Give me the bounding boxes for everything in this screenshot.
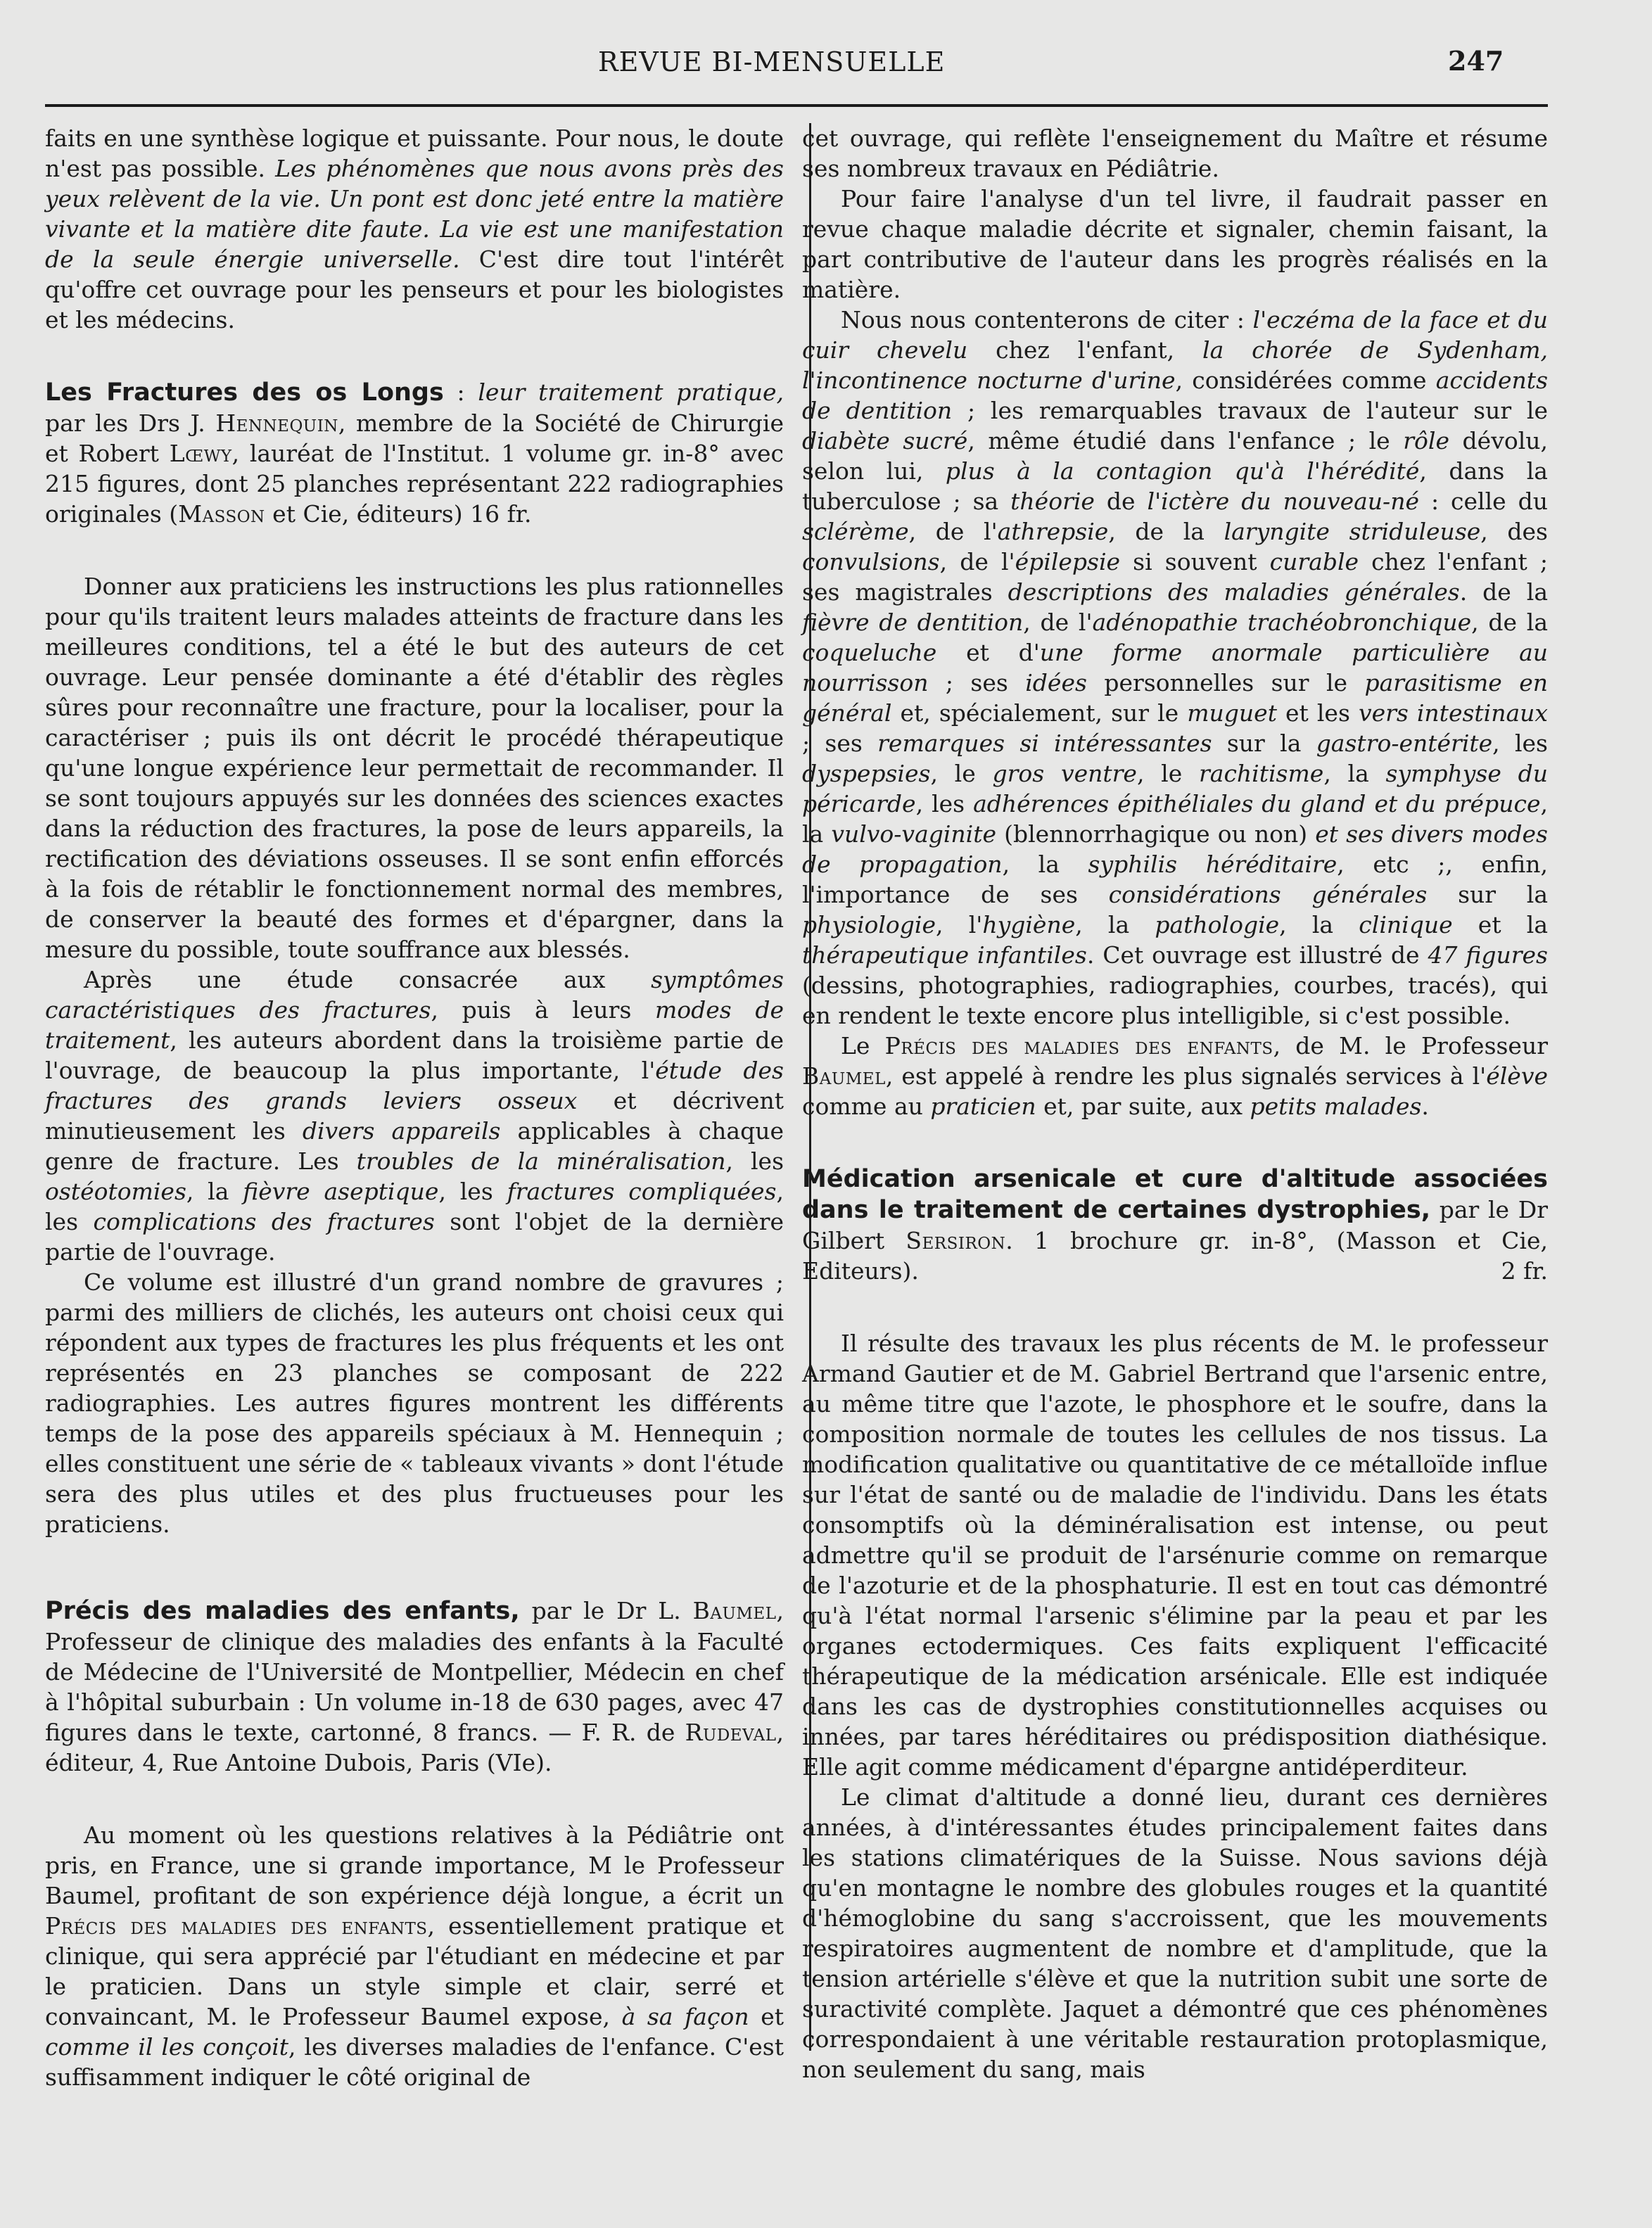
- paragraph: [45, 1820, 784, 2092]
- emphasis: athrepsie: [997, 518, 1109, 545]
- emphasis: comme il les conçoit: [45, 2033, 289, 2061]
- emphasis: rôle: [1403, 427, 1449, 454]
- emphasis: théorie: [1010, 488, 1095, 515]
- emphasis: fièvre de dentition: [802, 609, 1024, 636]
- book-title: Précis des maladies des enfants: [884, 1032, 1273, 1059]
- text: personnelles sur le: [1086, 669, 1365, 696]
- text: , la: [1323, 760, 1386, 787]
- emphasis: descriptions des maladies générales: [1008, 578, 1460, 606]
- emphasis: muguet: [1187, 699, 1277, 727]
- text: :: [443, 378, 478, 406]
- text: et Cie, éditeurs) 16 fr.: [265, 500, 532, 528]
- text: , la: [1279, 911, 1359, 938]
- emphasis: convulsions: [802, 548, 940, 575]
- price: 2 fr.: [1501, 1257, 1548, 1285]
- paragraph: [802, 305, 1548, 1031]
- emphasis: syphilis héréditaire: [1088, 851, 1338, 878]
- text: et, par suite, aux: [1036, 1093, 1250, 1120]
- page-number: 247: [1448, 45, 1504, 77]
- text: si souvent: [1120, 548, 1270, 575]
- emphasis: ostéotomies: [45, 1178, 186, 1205]
- book-notice-precis: [45, 1596, 784, 1778]
- text: , la: [1002, 851, 1088, 878]
- emphasis: rachitisme: [1199, 760, 1324, 787]
- emphasis: dyspepsies: [802, 760, 931, 787]
- emphasis: parasitisme en général: [802, 669, 1548, 727]
- text: de: [1094, 488, 1148, 515]
- running-title: REVUE BI-MENSUELLE: [598, 46, 946, 77]
- paragraph: Le climat d'altitude a donné lieu, durant ces dernières années, à d'intéressantes études principalement faites dans les stations climatériques de la Suisse. Nous savions déjà qu'en montagne le nombre des globules rouges et la quantité d'hémoglobine du sang s'accroissent, que les mouvements respiratoires augmentent de nombre et d'amplitude, que la tension artérielle s'élève et que la nutrition subit une sorte de suractivité complète. Jaquet a démontré que ces phénomènes correspondaient à une véritable restauration protoplasmique, non seulement du sang, mais: [802, 1783, 1548, 2083]
- notice-title: Médication arsenicale et cure d'altitude associées dans le traitement de certaines dystrophies,: [802, 1165, 1548, 1224]
- emphasis: élève: [1486, 1062, 1548, 1090]
- publisher-name: Masson: [178, 500, 265, 528]
- text: sur la: [1212, 730, 1316, 757]
- book-title: Précis des maladies des enfants: [45, 1912, 428, 1940]
- emphasis: laryngite striduleuse: [1224, 518, 1481, 545]
- text: , de la: [1471, 609, 1549, 636]
- text: , de l': [939, 548, 1015, 575]
- text: . 1 brochure gr. in-8°, (Masson et Cie, Editeurs).: [802, 1227, 1549, 1285]
- emphasis: divers appareils: [302, 1117, 501, 1145]
- book-notice-arsenic: [802, 1164, 1548, 1286]
- emphasis: à sa façon: [621, 2003, 749, 2030]
- emphasis: l'eczéma de la face et du cuir chevelu: [802, 306, 1549, 364]
- text: ; les remarquables travaux de l'auteur sur le: [952, 397, 1548, 424]
- text: , les auteurs abordent dans la troisième partie de l'ouvrage, de beaucoup la plus importante, l': [45, 1026, 784, 1084]
- emphasis: plus à la contagion qu'à l'hérédité: [945, 457, 1420, 485]
- text: Nous nous contenterons de citer :: [841, 306, 1253, 333]
- text: . de la: [1459, 578, 1548, 606]
- notice-title: Les Fractures des os Longs: [45, 378, 444, 407]
- text: sont l'objet de la dernière partie de l'ouvrage.: [45, 1208, 784, 1266]
- text: applicables à chaque genre de fracture. Les: [45, 1117, 784, 1175]
- notice-subtitle: leur traitement pratique,: [478, 378, 784, 406]
- emphasis: idées: [1025, 669, 1087, 696]
- text: , éditeur, 4, Rue Antoine Dubois, Paris (VIe).: [45, 1719, 784, 1776]
- text: , puis à leurs: [431, 996, 655, 1024]
- emphasis: fièvre aseptique: [243, 1178, 439, 1205]
- emphasis: 47 figures: [1428, 941, 1548, 969]
- text: et les: [1276, 699, 1359, 727]
- book-notice-fractures: [45, 377, 784, 529]
- emphasis: gastro-entérite: [1316, 730, 1493, 757]
- text: , le: [1136, 760, 1199, 787]
- left-column: [45, 123, 784, 2092]
- text: , même étudié dans l'enfance ; le: [967, 427, 1404, 454]
- text: et la: [1452, 911, 1549, 938]
- emphasis: remarques si intéressantes: [877, 730, 1212, 757]
- emphasis: la chorée de Sydenham, l'incontinence nocturne d'urine: [802, 336, 1549, 394]
- text: , la: [802, 790, 1548, 848]
- emphasis: étude des fractures des grands leviers osseux: [45, 1057, 784, 1114]
- text: et, spécialement, sur le: [891, 699, 1188, 727]
- text: , de la: [1108, 518, 1224, 545]
- text: : celle du: [1419, 488, 1549, 515]
- text: chez l'enfant ; ses magistrales: [802, 548, 1548, 606]
- text: , lauréat de l'Institut. 1 volume gr. in-8° avec 215 figures, dont 25 planches représentant 222 radiographies originales (: [45, 440, 784, 528]
- emphasis: curable: [1269, 548, 1359, 575]
- text: Au moment où les questions relatives à la Pédiâtrie ont pris, en France, une si grande importance, M le Professeur Baumel, profitant de son expérience déjà longue, a écrit un: [45, 1821, 784, 1909]
- emphasis: considérations générales: [1108, 881, 1428, 908]
- text: , etc ;, enfin, l'importance de ses: [802, 851, 1549, 908]
- text: , l': [936, 911, 983, 938]
- text: Après une étude consacrée aux: [84, 966, 652, 993]
- text: et d': [936, 639, 1040, 666]
- header-rule: [45, 104, 1548, 107]
- text: , la: [186, 1178, 243, 1205]
- text: , les: [1492, 730, 1548, 757]
- emphasis: l'ictère du nouveau-né: [1147, 488, 1419, 515]
- emphasis: vers intestinaux: [1358, 699, 1549, 727]
- text: Le: [841, 1032, 885, 1059]
- emphasis: hygiène: [982, 911, 1076, 938]
- emphasis: modes de traitement: [45, 996, 784, 1054]
- text: , le: [930, 760, 993, 787]
- paragraph: Pour faire l'analyse d'un tel livre, il faudrait passer en revue chaque maladie décrite et signaler, chemin faisant, la part contributive de l'auteur dans les progrès réalisés en la matière.: [802, 185, 1548, 303]
- emphasis: gros ventre: [992, 760, 1137, 787]
- text: et décrivent minutieusement les: [45, 1087, 784, 1145]
- text: par le Dr L.: [519, 1597, 693, 1624]
- text: , est appelé à rendre les plus signalés services à l': [885, 1062, 1487, 1090]
- text: , les: [725, 1147, 784, 1175]
- text: , de l': [1023, 609, 1093, 636]
- text: par le Dr Gilbert: [802, 1196, 1549, 1254]
- text: , de M. le Professeur: [1273, 1032, 1548, 1059]
- text: comme au: [802, 1093, 931, 1120]
- right-column: [802, 123, 1548, 2084]
- text: (blennorrhagique ou non): [996, 820, 1316, 848]
- text: ; ses: [928, 669, 1026, 696]
- paragraph: [45, 123, 784, 335]
- emphasis: clinique: [1359, 911, 1453, 938]
- text: , les: [45, 1178, 784, 1235]
- emphasis: petits malades: [1250, 1093, 1422, 1120]
- text: chez l'enfant,: [967, 336, 1203, 364]
- emphasis: symptômes caractéristiques des fractures: [45, 966, 784, 1024]
- emphasis: diabète sucré: [802, 427, 968, 454]
- paragraph: Donner aux praticiens les instructions les plus rationnelles pour qu'ils traitent leurs malades atteints de fracture dans les meilleures conditions, tel a été le but des auteurs de cet ouvrage. Leur pensée dominante a été d'établir des règles sûres pour reconnaître une fracture, pour la localiser, pour la caractériser ; puis ils ont décrit le procédé thérapeutique qu'une longue expérience leur permettait de recommander. Il se sont toujours appuyés sur les données des sciences exactes dans la réduction des fractures, la pose de leurs appareils, la rectification des déviations osseuses. Il se sont enfin efforcés à la fois de rétablir le fonctionnement normal des membres, de conserver la beauté des formes et d'épargner, dans la mesure du possible, toute souffrance aux blessés.: [45, 573, 784, 963]
- text: (dessins, photographies, radiographies, courbes, tracés), qui en rendent le texte encore plus intelligible, si c'est possible.: [802, 972, 1548, 1029]
- emphasis: épilepsie: [1015, 548, 1121, 575]
- emphasis: pathologie: [1155, 911, 1280, 938]
- text: , dans la tuberculose ; sa: [802, 457, 1548, 515]
- emphasis: troubles de la minéralisation: [356, 1147, 726, 1175]
- paragraph: Il résulte des travaux les plus récents de M. le professeur Armand Gautier et de M. Gabriel Bertrand que l'arsenic entre, au même titre que l'azote, le phosphore et le soufre, dans la composition normale de toutes les cellules de nos tissus. La modification qualitative ou quantitative de ce métalloïde influe sur l'état de santé ou de maladie de l'individu. Dans les états consomptifs où la déminéralisation est intense, ou peut admettre qu'il se produit de l'arsénurie comme on remarque de l'azoturie et de la phosphaturie. Il est en tout cas démontré qu'à l'état normal l'arsenic s'élimine par la peau et par les organes ectodermiques. Ces faits expliquent l'efficacité thérapeutique de la médication arsénicale. Elle est indiquée dans les cas de dystrophies constitutionnelles acquises ou innées, par tares héréditaires ou prédisposition diathésique. Elle agit comme médicament d'épargne antidéperditeur.: [802, 1330, 1548, 1781]
- publisher-name: Rudeval: [685, 1719, 777, 1746]
- notice-title: Précis des maladies des enfants,: [45, 1597, 520, 1625]
- emphasis: vulvo-vaginite: [831, 820, 997, 848]
- emphasis: coqueluche: [802, 639, 937, 666]
- text: , considérées comme: [1175, 367, 1436, 394]
- emphasis: praticien: [930, 1093, 1036, 1120]
- text: , les diverses maladies de l'enfance. C'est suffisamment indiquer le côté original de: [45, 2033, 784, 2091]
- emphasis: physiologie: [802, 911, 936, 938]
- emphasis: symphyse du péricarde: [802, 760, 1548, 817]
- text: , de l': [908, 518, 998, 545]
- paragraph: [45, 965, 784, 1267]
- emphasis: complications des fractures: [93, 1208, 435, 1235]
- text: faits en une synthèse logique et puissante. Pour nous, le doute n'est pas possible.: [45, 125, 784, 182]
- text: . Cet ouvrage est illustré de: [1086, 941, 1428, 969]
- text: ; ses: [802, 730, 878, 757]
- author-name: Hennequin: [215, 409, 338, 437]
- text: , les: [438, 1178, 507, 1205]
- paragraph: Ce volume est illustré d'un grand nombre de gravures ; parmi des milliers de clichés, les auteurs ont choisi ceux qui répondent aux types de fractures les plus fréquents et les ont représentés en 23 planches se composant de 222 radiographies. Les autres figures montrent les différents temps de la pose des appareils spéciaux à M. Hennequin ; elles constituent une série de « tableaux vivants » dont l'étude sera des plus utiles et des plus fructueuses pour les praticiens.: [45, 1268, 784, 1538]
- author-name: Sersiron: [906, 1227, 1006, 1254]
- text: , des: [1480, 518, 1548, 545]
- emphasis: thérapeutique infantiles: [802, 941, 1087, 969]
- text: et: [749, 2003, 784, 2030]
- emphasis: fractures compliquées: [507, 1178, 777, 1205]
- emphasis: adénopathie trachéobronchique: [1092, 609, 1472, 636]
- text: sur la: [1427, 881, 1549, 908]
- emphasis: une forme anormale particulière au nourrisson: [802, 639, 1548, 696]
- paragraph: [802, 1031, 1548, 1121]
- quote-text: Les phénomènes que nous avons près des yeux relèvent de la vie. Un pont est donc jeté entre la matière vivante et la matière dite faute. La vie est une manifestation de la seule énergie universelle.: [45, 155, 784, 273]
- author-name: Lœwy: [169, 440, 232, 467]
- emphasis: et ses divers modes de propagation: [802, 820, 1548, 878]
- text: .: [1421, 1093, 1429, 1120]
- text: par les Drs J.: [45, 409, 216, 437]
- text: dévolu, selon lui,: [802, 427, 1549, 485]
- author-name: Baumel: [802, 1062, 886, 1090]
- text: , essentiellement pratique et clinique, qui sera apprécié par l'étudiant en médecine et par le praticien. Dans un style simple et clair, serré et convaincant, M. le Professeur Baumel expose,: [45, 1912, 784, 2030]
- text: , les: [915, 790, 974, 817]
- text: , Professeur de clinique des maladies des enfants à la Faculté de Médecine de l'Université de Montpellier, Médecin en chef à l'hôpital suburbain : Un volume in-18 de 630 pages, avec 47 figures dans le texte, cartonné, 8 francs. — F. R. de: [45, 1597, 784, 1746]
- text: , la: [1075, 911, 1155, 938]
- text: C'est dire tout l'intérêt qu'offre cet ouvrage pour les penseurs et pour les biologistes et les médecins.: [45, 246, 784, 333]
- text: , membre de la Société de Chirurgie et Robert: [45, 409, 784, 467]
- emphasis: sclérème: [802, 518, 909, 545]
- emphasis: adhérences épithéliales du gland et du prépuce: [973, 790, 1541, 817]
- emphasis: accidents de dentition: [802, 367, 1548, 424]
- paragraph: cet ouvrage, qui reflète l'enseignement du Maître et résume ses nombreux travaux en Pédiâtrie.: [802, 125, 1548, 182]
- author-name: Baumel: [692, 1597, 777, 1624]
